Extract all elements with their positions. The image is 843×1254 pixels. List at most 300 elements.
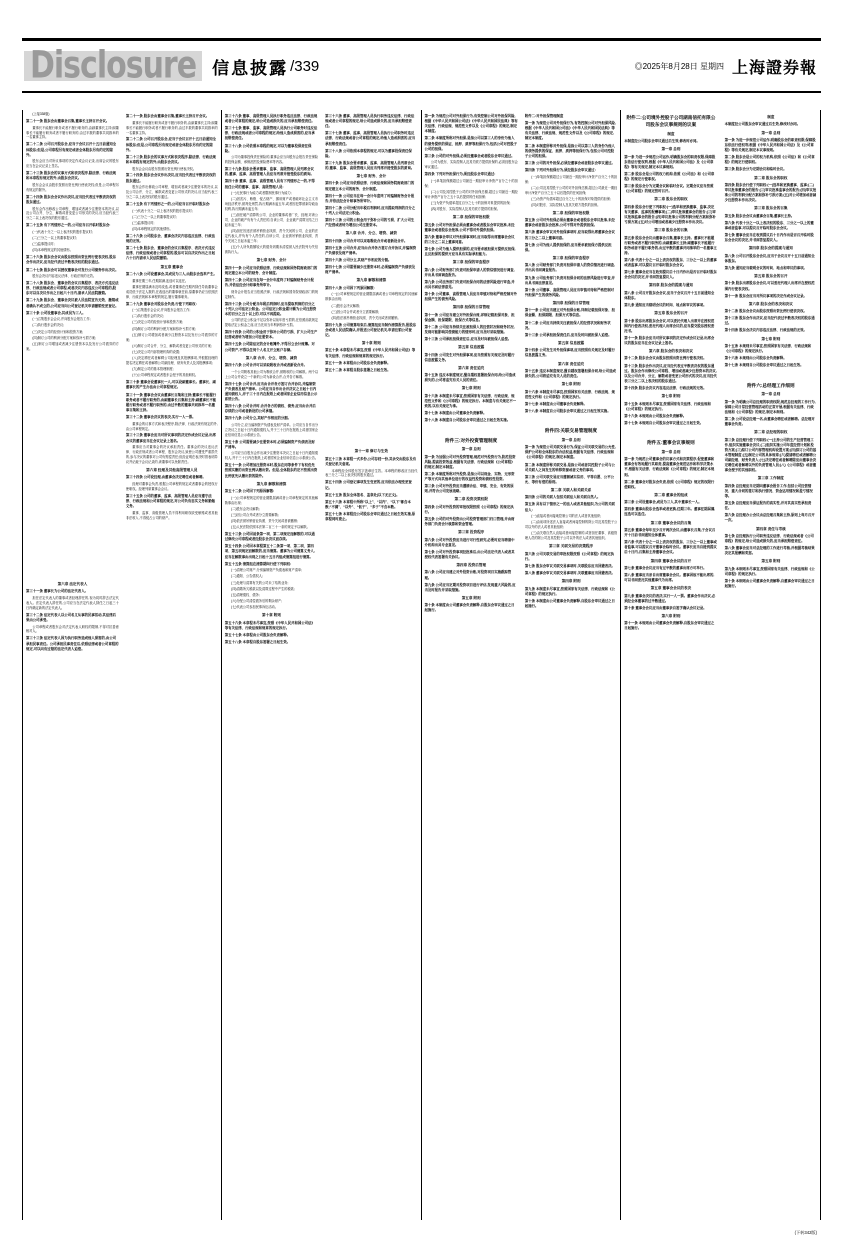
- column-text-block: [721, 110, 820, 1220]
- article-section-heading: 第十章 附则: [361, 341, 381, 346]
- article-paragraph: (三)为资产负债率超过百分之七十的担保对象提供的担保;: [531, 196, 611, 201]
- article-paragraph: 董事应当对董事会的决议承担责任。董事会的决议违反法律、行政法规或者公司章程、股东会决议,致使公司遭受严重损失的,参与决议的董事对公司负赔偿责任;但经证明在表决时曾表明异议并记载于会议记录的,该董事可以免除责任。: [125, 445, 218, 465]
- article-heading: 第六条 代表十分之一以上表决权的股东、三分之一以上的董事或者监事,可以提议召开临时股东会会议。: [724, 220, 814, 230]
- column-text-block: [422, 110, 521, 1220]
- article-section-heading: 第二章 担保的审批权限: [552, 210, 590, 215]
- article-heading: 第七条 公司对外投资事项经批准后,由公司法定代表人或者其授权代表签署有关协议。: [424, 549, 515, 559]
- spacer: [26, 363, 119, 387]
- article-section-heading: 第二章 投资决策权限: [454, 497, 488, 502]
- article-heading: 第三十八条 公司依照本章程的规定,可以为董事投保责任保险。: [325, 148, 412, 158]
- spacer: [26, 435, 119, 459]
- continued-note: (下转342版): [794, 1230, 817, 1235]
- article-section-heading: 第七章 财务、会计: [356, 174, 387, 179]
- article-paragraph: 公司应当自股东会作出减少注册资本决议之日起十日内通知债权人,并于三十日内在报纸上或者国家企业信用信息公示系统公告。: [224, 451, 319, 461]
- article-heading: 第十五条 违反本制度规定,擅自越权签署担保合同,给公司造成损失的,公司将追究有关人员的责任。: [524, 368, 616, 379]
- article-section-heading: 第三章 股东会的召集: [754, 206, 788, 211]
- article-heading: 第三条 股东会分为定期会议和临时会议。定期会议应当按照《公司章程》的规定按时召开。: [624, 184, 714, 194]
- article-paragraph: (五)制订公司增加或者减少注册资本以及发行公司债券的方案。: [26, 341, 119, 351]
- article-section-heading: 第六章 附则: [661, 613, 681, 618]
- article-heading: 第二十五条 有下列情形之一的,公司应当召开临时股东会:: [125, 202, 211, 207]
- article-section-heading: 第二章 关联人和关联关系: [550, 487, 592, 492]
- article-paragraph: (四)担任因违法被吊销营业执照、责令关闭的公司、企业的法定代表人,并负有个人责任的,自该公司、企业被吊销营业执照、责令关闭之日起未逾三年;: [224, 229, 319, 244]
- article-section-heading: 第五章 信息披露: [557, 340, 585, 345]
- article-title: 附件五:董事会议事规则: [647, 440, 695, 446]
- article-heading: 第五十七条 本章程经公司股东会审议通过之日起生效实施,原章程同时废止。: [325, 511, 416, 522]
- newspaper-column: [422, 110, 622, 1220]
- article-heading: 第三十三条 法定代表人因为执行职务造成他人损害的,由公司承担民事责任。公司承担民事责任后,依照法律或者公司章程的规定,可以向有过错的法定代表人追偿。: [26, 636, 119, 651]
- spacer: [325, 374, 417, 398]
- article-section-heading: 第四章 董事会会议的召开: [650, 558, 692, 563]
- article-paragraph: (一)清理公司财产,分别编制资产负债表和财产清单;: [231, 568, 302, 573]
- article-paragraph: (三)决定公司的经营计划和投资方案;: [132, 320, 184, 325]
- article-section-heading: 第四章 股东会的提案与通知: [648, 283, 693, 288]
- section-number: /339: [290, 57, 320, 75]
- article-paragraph: (一)公司章程规定的营业期限届满或者公司章程规定的其他解散事由出现;: [224, 495, 319, 505]
- article-heading: 第三条 公司关联交易应当遵循诚实信用、平等自愿、公平公允、等价有偿的原则。: [524, 474, 614, 484]
- article-heading: 第六条 董事会审议对外担保事项时,应当取得出席董事会会议的三分之二以上董事同意。: [524, 230, 615, 240]
- article-paragraph: (三)为资产负债率超过百分之七十的担保对象提供的担保;: [430, 201, 511, 206]
- spacer: [26, 483, 119, 507]
- article-heading: 第三十八条 公司依照本章程的规定,可以为董事投保责任保险。: [224, 143, 312, 153]
- article-section-heading: 第一章 总则: [761, 130, 781, 135]
- article-heading: 第十五条 本规则未尽事宜,按照国家有关法律、行政法规和《公司章程》的规定执行。: [624, 401, 711, 411]
- article-heading: 第二十八条 公司设董事会,其成员为三人,由股东会选举产生。: [125, 271, 217, 276]
- article-heading: 第四十二条 公司应当在每一会计年度终了时编制财务会计报告,并依法经会计师事务所审计。: [224, 277, 314, 288]
- article-heading: 第九条 本细则未尽事宜,按照国家有关法律、行政法规和《公司章程》的规定执行。: [724, 566, 815, 576]
- article-heading: 第三十二条 法定代表人以公司名义从事的民事活动,其法律后果由公司承受。: [26, 612, 117, 622]
- article-heading: 第六条 代表十分之一以上表决权的股东、三分之一以上的董事或者监事,可以提议召开临时股东会会议。: [624, 258, 717, 268]
- article-heading: 第六条 董事会审议对外担保事项时,应当取得出席董事会会议的三分之二以上董事同意。: [424, 234, 515, 244]
- article-heading: 第二条 本制度所称对外担保,是指公司以第三人的身份为他人的债务提供的保证、抵押、质押等担保行为,包括公司对控股子公司的担保。: [524, 143, 615, 158]
- article-section-heading: 第五章 信息披露: [458, 345, 485, 350]
- article-heading: 第四条 公司对外投资的审批权限按照《公司章程》的规定执行。: [424, 504, 514, 514]
- article-heading: 第八条 董事会应当对总经理的工作进行考核,并根据考核结果决定其报酬和奖惩。: [724, 546, 815, 556]
- article-title: 附件四:关联交易管理制度: [545, 428, 598, 434]
- article-heading: 第二十六条 公司股东会、董事会决议内容违反法律、行政法规的无效。: [125, 234, 215, 244]
- article-paragraph: (一)召集股东会会议,并向股东会报告工作;: [32, 317, 91, 322]
- article-heading: 第十六条 本规则由公司股东会负责解释。: [624, 413, 687, 418]
- article-paragraph: (三)因公司合并或者分立需要解散;: [331, 309, 380, 314]
- article-heading: 第一条 为加强公司对外投资管理,规范对外投资行为,防范投资风险,提高投资效益,根据有关法律、行政法规和《公司章程》的规定,制定本制度。: [424, 454, 516, 469]
- article-heading: 第一条 为规范公司对外担保行为,有效控制公司对外担保风险,根据《中华人民共和国公司法》《中华人民共和国民法典》等有关法律、行政法规、规范性文件以及《公司章程》的规定,制定本制度。: [424, 114, 518, 134]
- article-paragraph: (一)代表十分之一以上表决权的股东提议时;: [32, 229, 93, 234]
- article-heading: 第十二条 股东会会议由股东按照出资比例行使表决权。: [624, 356, 707, 361]
- article-paragraph: (四)依法被吊销营业执照、责令关闭或者被撤销。: [331, 315, 401, 320]
- article-heading: 第十二条 公司应当持续关注被担保人的经营状况和财务状况,发现可能影响其偿债能力的情形时,应当及时采取措施。: [424, 324, 515, 334]
- article-heading: 第十七条 本规则自公司股东会审议通过之日起生效。: [724, 363, 804, 368]
- article-heading: 第十六条 本规则由公司股东会负责解释。: [724, 356, 787, 361]
- article-heading: 第三十四条 公司设经理,由董事会决定聘任或者解聘。: [125, 475, 206, 480]
- article-heading: 第七条 董事会会议应当有过半数的董事出席方可举行。: [624, 565, 707, 570]
- article-heading: 第六条 公司关联交易的审批权限按照《公司章程》的规定执行。: [524, 551, 614, 561]
- article-heading: 第五条 公司对外担保必须由董事会或者股东会审议批准,未经董事会或者股东会批准,公司不得对外提供担保。: [424, 222, 515, 232]
- article-heading: 第四十八条 公司合并时,合并各方的债权、债务,应当由合并后存续的公司或者新设的公司承继。: [224, 404, 316, 414]
- article-section-heading: 第二章 总经理的职权: [754, 430, 788, 435]
- article-paragraph: 董事长不能履行职务或者不履行职务的,由副董事长主持;副董事长不能履行职务或者不履行职务的,由过半数的董事共同推举的一名董事主持。: [125, 120, 218, 135]
- column-text-block: [321, 110, 420, 1220]
- article-paragraph: 公司为董事投保责任保险的,董事会应当向股东会报告责任保险的投保金额、承保范围及保险费率等内容。: [224, 155, 319, 165]
- article-heading: 本制度经公司股东会审议通过后生效,修改时亦同。: [724, 122, 801, 127]
- article-heading: 第十八条 本制度自公司股东会审议通过之日起生效实施。: [524, 408, 611, 413]
- article-heading: 第五十四条 公司登记事项发生变更的,应当依法办理变更登记。: [325, 480, 412, 490]
- article-paragraph: (六)分配公司清偿债务后的剩余财产;: [231, 599, 282, 604]
- article-heading: 第四十九条 公司分立,其财产作相应的分割。: [224, 416, 292, 421]
- spacer: [26, 353, 119, 363]
- newspaper-column: [22, 110, 222, 1220]
- article-heading: 第五条 股东会会议由董事会召集,董事长主持。: [724, 213, 795, 218]
- article-paragraph: (二)三分之一以上的董事提议时;: [132, 214, 177, 219]
- article-paragraph: (七)决定公司内部管理机构的设置;: [132, 349, 180, 354]
- article-paragraph: (一)单笔担保额超过公司最近一期经审计净资产百分之十的担保;: [524, 174, 618, 184]
- article-heading: 第六条 公司对外投资应当进行可行性研究,必要时应当聘请中介机构出具专业意见。: [424, 537, 515, 547]
- article-heading: 第三十六条 董事、高级管理人员执行职务违反法律、行政法规或者公司章程的规定,给公司造成损失的,应当承担赔偿责任。: [325, 114, 415, 129]
- article-section-heading: 第八章 合并、分立、增资、减资: [345, 231, 397, 236]
- article-heading: 第五十一条 公司增加注册资本时,股东在同等条件下有权优先按照实缴的出资比例认缴出资。但是,全体股东约定不按照出资比例优先认缴出资的除外。: [224, 463, 318, 478]
- article-paragraph: 股东会应当对所议事项的决定作成会议记录,出席会议的股东应当在会议记录上签名。: [26, 159, 119, 169]
- article-paragraph: (二)股东会决议解散;: [231, 506, 260, 511]
- article-section-heading: 第六章 经理及其他高级管理人员: [146, 468, 198, 473]
- article-heading: 第十六条 本制度未尽事宜,按照国家有关法律、行政法规、规范性文件和《公司章程》的规定执行。本制度与有关规定不一致的,以有关规定为准。: [424, 393, 517, 409]
- article-heading: 第五条 公司的对外投资由公司投资管理部门归口管理,并由财务部门负责会计核算和资金管理。: [424, 516, 515, 527]
- article-heading: 第七条 董事会应当在收到提议后十日内作出是否召开临时股东会会议的决定,并书面答复提议人。: [624, 270, 717, 280]
- article-paragraph: 股东会作出修改公司章程、增加或者减少注册资本的决议,以及公司合并、分立、解散或者变更公司形式的决议,应当经代表三分之二以上表决权的股东通过。: [125, 185, 218, 200]
- article-section-heading: 第八章 合并、分立、增资、减资: [245, 355, 298, 360]
- article-heading: 第一条 为明确公司总经理的职责权限,规范总经理的工作行为,保障公司日常经营管理活动的正常开展,根据有关法律、行政法规和《公司章程》的规定,制定本细则。: [724, 399, 816, 414]
- spacer: [624, 427, 717, 437]
- article-heading: 第五十条 公司需要减少注册资本时,必须编制资产负债表及财产清单。: [224, 439, 315, 449]
- article-heading: 第四十六条 公司分立,其财产作相应的分割。: [325, 258, 392, 263]
- article-heading: 第二十三条 股东会的议事方式和表决程序,除法律、行政法规和本章程有规定的外,由股东会决议。: [26, 171, 117, 181]
- article-heading: 第二十二条 公司召开股东会,应当于会议召开十五日前通知全体股东;但是,公司章程另有规定或者全体股东另有约定的除外。: [125, 137, 216, 152]
- article-paragraph: (二)通知、公告债权人;: [231, 574, 263, 579]
- article-heading: 第十四条 公司发生对外担保事项,应当按照有关规定及时履行信息披露义务。: [424, 352, 515, 362]
- article-heading: 第三十一条 董事会会议由董事长召集和主持;董事长不能履行职务或者不履行职务的,由副董事长召集和主持;副董事长不能履行职务或者不履行职务的,由过半数的董事共同推举一名董事召集和主持。: [125, 392, 217, 412]
- article-heading: 第二条 本制度所称关联交易,是指公司或者其控股子公司与公司关联人之间发生的转移资源或者义务的事项。: [524, 462, 615, 472]
- article-paragraph: (上接338版): [32, 112, 50, 116]
- article-title: 附件三:对外投资管理制度: [445, 437, 498, 443]
- article-heading: 第十一条 股东会应当对所议事项的决定作成会议记录,出席会议的股东应当在会议记录上签名。: [624, 335, 715, 345]
- article-heading: 第三十七条 董事、监事、高级管理人员执行公司职务时违反法律、行政法规或者公司章程的规定,给他人造成损害的,应当承担赔偿责任。: [224, 126, 318, 141]
- article-section-heading: 第六章 股东会的表决和决议: [748, 301, 793, 306]
- article-section-heading: 第五章 附则: [761, 559, 781, 564]
- article-heading: 第十七条 本规则自公司股东会审议通过之日起生效。: [624, 420, 704, 425]
- article-heading: 第四条 董事由股东会选举或者更换,任期三年。董事任期届满,连选可以连任。: [624, 507, 716, 517]
- article-paragraph: (二)公司及其控股子公司的对外担保总额,超过公司最近一期经审计净资产百分之五十以后提供的任何担保;: [424, 189, 518, 199]
- article-heading: 第九条 董事会决议的表决,实行一人一票。董事会作出决议,必须经全体董事的过半数通过。: [624, 593, 716, 603]
- article-paragraph: (二)由前项所述法人直接或者间接控制的除公司及其控股子公司以外的法人或者其他组织;: [524, 520, 618, 530]
- article-heading: 第二十一条 股东会由董事会召集,董事长主持召开会议。: [125, 114, 210, 118]
- article-heading: 第十条 股东出席股东会会议,可以委托代理人出席并在授权范围内行使表决权。: [724, 281, 815, 291]
- article-heading: 第六条 代表十分之一以上表决权的股东、三分之一以上董事或者监事,可以提议召开董事会临时会议。董事长应当自接到提议后十日内,召集和主持董事会会议。: [624, 540, 717, 555]
- article-section-heading: 第三章 担保的审查程序: [452, 260, 490, 265]
- article-paragraph: (二)执行股东会的决议;: [32, 323, 65, 328]
- article-section-heading: 第五章 股东会的召开: [754, 274, 788, 279]
- article-heading: 第四条 公司的关联人包括关联法人和关联自然人。: [524, 495, 601, 500]
- column-text-block: [222, 110, 321, 1220]
- article-paragraph: (六)制订公司合并、分立、解散或者变更公司形式的方案;: [132, 343, 212, 348]
- article-heading: 第二十九条 董事会对股东会负责,行使下列职权:: [125, 301, 197, 306]
- article-heading: 第六条 总经理办公会议由总经理召集和主持,原则上每月召开一次。: [724, 513, 815, 523]
- article-heading: 第二条 公司设总经理一名,由董事会聘任或者解聘。总经理对董事会负责。: [724, 416, 815, 427]
- article-paragraph: (四)制订公司的利润分配方案和弥补亏损方案;: [32, 335, 96, 340]
- article-heading: 第十七条 本制度由公司董事会负责解释。: [424, 411, 487, 416]
- article-heading: 本制度经公司股东会审议通过后生效,修改时亦同。: [624, 139, 700, 144]
- article-paragraph: (三)监事提议时;: [32, 242, 55, 247]
- article-heading: 第四十七条 公司需要减少注册资本时,必须编制资产负债表及财产清单。: [325, 265, 416, 275]
- article-heading: 第二条 股东会是公司的权力机构,依照《公司法》和《公司章程》的规定行使职权。: [724, 155, 815, 165]
- disclosure-logo: [24, 43, 202, 88]
- article-section-heading: 第五章 附则: [461, 595, 481, 600]
- article-heading: 第三条 公司的对外担保,必须经董事会或者股东会审议通过。: [524, 160, 615, 165]
- article-paragraph: (五)清理债权、债务;: [231, 592, 260, 597]
- article-heading: 第三十九条 股东会要求董事、监事、高级管理人员列席会议的,董事、监事、高级管理人员应当列席并接受股东的质询。: [224, 167, 314, 177]
- article-section-heading: 第四章 投资后管理: [456, 563, 487, 568]
- article-paragraph: 一个公司吸收其他公司为吸收合并,被吸收的公司解散。两个以上公司合并设立一个新的公司为新设合并,合并各方解散。: [224, 369, 319, 379]
- article-paragraph: (四)对股东、实际控制人及其关联方提供的担保。: [531, 202, 601, 207]
- article-paragraph: (七)代表公司参加民事诉讼活动。: [231, 605, 278, 610]
- column-text-block: [122, 110, 221, 1220]
- article-paragraph: (三)担任破产清算的公司、企业的董事或者厂长、经理,对该公司、企业的破产负有个人责任的,自该公司、企业破产清算完结之日起未逾三年;: [224, 213, 319, 228]
- article-paragraph: (五)人民法院依照本法第二百三十一条的规定予以解散。: [231, 525, 310, 530]
- section-title-cn: 信息披露: [212, 58, 289, 79]
- article-heading: 第三十条 董事会设董事长一人,可以设副董事长。董事长、副董事长的产生办法由公司章程规定。: [125, 380, 216, 390]
- article-heading: 第三十一条 董事长为公司的法定代表人。: [26, 589, 88, 594]
- article-paragraph: 公司分立,应当编制资产负债表及财产清单。公司应当自作出分立决议之日起十日内通知债权人,并于三十日内在报纸上或者国家企业信用信息公示系统公告。: [224, 422, 319, 437]
- newspaper-column: [222, 110, 422, 1220]
- article-section-heading: 第三章 关联交易的决策程序: [549, 544, 594, 549]
- column-heading: 附件二:公司境外控股子公司湖南信托有限公司股东会议事规则的议案: [626, 115, 716, 128]
- article-heading: 第一条 为进一步规范公司运作,明确股东会的职责权限,保障股东依法行使权利,根据《中华人民共和国公司法》及《公司章程》等有关规定,制定本议事规则。: [724, 137, 816, 153]
- article-section-heading: 制度: [767, 115, 775, 119]
- article-paragraph: (一)代表十分之一以上表决权的股东提议时;: [132, 208, 193, 213]
- article-section-heading: 第三章 投资程序: [458, 530, 485, 535]
- article-paragraph: (四)制订公司的利润分配方案和弥补亏损方案;: [132, 326, 196, 331]
- article-heading: 第二十二条 公司召开股东会,应当于会议召开十五日前通知全体股东;但是,公司章程另有规定或者全体股东另有约定的除外。: [26, 142, 117, 157]
- article-heading: 第二条 股东会是公司的权力机构,依照《公司法》和《公司章程》的规定行使职权。: [624, 171, 715, 182]
- article-heading: 第五十六条 本章程中所称“以上”、“以内”、“以下”都含本数;“不满”、“以外”、“低于”、“多于”不含本数。: [325, 499, 411, 509]
- article-heading: 第十条 公司董事、高级管理人员应当审慎对待和严格控制对外担保产生的债务风险。: [424, 292, 517, 302]
- article-heading: 第九条 公司法务部门负责对担保合同的法律风险进行审查,并出具书面法律意见。: [524, 275, 615, 285]
- article-heading: 第十条 本制度由公司董事会负责解释,自股东会审议通过之日起施行。: [424, 603, 515, 613]
- article-paragraph: 本章程经全体股东签字盖章后生效。本章程的修改应当经代表三分之二以上表决权的股东通过。: [325, 468, 418, 478]
- article-heading: 第五十二条 本章程自股东签署之日起生效。: [325, 367, 391, 372]
- article-paragraph: 股东会决议内容违反法律、行政法规的无效。: [32, 274, 97, 279]
- article-section-heading: 第九章 解散和清算: [256, 481, 287, 486]
- article-heading: 第五十六条 本章程未尽事宜,按照《中华人民共和国公司法》等有关法律、行政法规和规章的规定执行。: [224, 620, 315, 630]
- article-heading: 第四条 总经理应当定期向董事会报告工作,包括公司经营情况、重大合同的签订和执行情况、资金运用情况和盈亏情况等。: [724, 483, 813, 498]
- publication-date: ◎2025年8月28日 星期四: [634, 61, 724, 71]
- article-paragraph: (一)召集股东会会议,并向股东会报告工作;: [132, 308, 191, 313]
- article-heading: 第二十四条 股东会会议作出决议,应当经代表过半数表决权的股东通过。: [26, 194, 117, 204]
- article-section-heading: 第一章 总则: [661, 147, 681, 152]
- article-paragraph: (一)直接或者间接地控制公司的法人或者其他组织;: [531, 514, 602, 519]
- article-section-heading: 第一章 总则: [561, 437, 581, 442]
- spacer: [26, 387, 119, 411]
- article-heading: 第八条 公司财务部门负责对担保申请人的资信情况进行调查,并出具书面调查报告。: [424, 267, 515, 277]
- article-paragraph: 董事任期三年,任期届满,连选可以连任。: [132, 278, 189, 283]
- article-section-heading: 第十一章 修订与生效: [354, 449, 388, 454]
- article-heading: 第十三条 公司承担担保责任后,应当及时向被担保人追偿。: [524, 332, 612, 337]
- article-heading: 第三十九条 股东会要求董事、监事、高级管理人员列席会议的,董事、监事、高级管理人员应当列席并接受股东的质询。: [325, 160, 415, 170]
- article-paragraph: (二)因贪污、贿赂、侵占财产、挪用财产或者破坏社会主义市场经济秩序,被判处刑罚,执行期满未逾五年,或者因犯罪被剥夺政治权利,执行期满未逾五年;: [224, 197, 319, 212]
- article-heading: 第三十六条 董事、高级管理人员执行职务违反法律、行政法规或者公司章程的规定,给公司造成损失的,应当承担赔偿责任。: [224, 114, 318, 124]
- article-paragraph: (五)制订公司增加或者减少注册资本以及发行公司债券的方案;: [125, 332, 218, 342]
- article-heading: 第十三条 股东会作出决议,应当经代表过半数表决权的股东通过。股东会作出修改公司章程、增加或者减少注册资本的决议,以及公司合并、分立、解散或者变更公司形式的决议,应当经代表三分之二以上表决权的股东通过。: [624, 363, 717, 383]
- article-heading: 第二十九条 股东会、董事会决议被人民法院宣告无效、撤销或者确认不成立的,公司应当向公司登记机关申请撤销变更登记。: [26, 298, 119, 308]
- article-heading: 第二十四条 股东会会议作出决议,应当经代表过半数表决权的股东通过。: [125, 173, 216, 183]
- article-heading: 第二十八条 股东会、董事会的会议召集程序、表决方式违反法律、行政法规或者公司章程,或者决议内容违反公司章程的,股东可以自决议作出之日起六十日内,请求人民法院撤销。: [26, 281, 119, 296]
- masthead-right: [635, 55, 821, 78]
- article-heading: 第二条 董事会对股东会负责,依照《公司章程》规定的权限行使职权。: [624, 479, 715, 489]
- article-section-heading: 第五章 董事会: [160, 264, 184, 269]
- article-heading: 第八条 董事会审议关联交易事项时,关联董事应当回避表决。: [524, 571, 615, 576]
- article-heading: 第十二条 股东会会议由股东按照出资比例行使表决权。: [724, 309, 807, 314]
- article-heading: 第七条 董事会应当在收到提议后十日内作出是否召开临时股东会会议的决定,并书面答复提议人。: [724, 233, 814, 243]
- article-section-heading: 第二章 董事会的组成: [654, 492, 688, 497]
- article-heading: 第五条 股东会会议由董事会召集,董事长主持。董事长不能履行职务或者不履行职务的,由副董事长主持;副董事长不能履行职务或者不履行职务的,由过半数的董事共同推举的一名董事主持。: [624, 235, 717, 255]
- article-heading: 第十一条 本规则由公司董事会负责解释,自股东会审议通过之日起施行。: [624, 621, 715, 631]
- article-heading: 第二十一条 股东会由董事会召集,董事长主持召开会议。: [26, 118, 110, 123]
- article-paragraph: 股东会会议由股东按照出资比例行使表决权;但是,公司章程另有规定的除外。: [26, 182, 119, 192]
- article-section-heading: 第一章 总则: [761, 392, 781, 397]
- article-heading: 第五十一条 本章程由公司股东会负责解释。: [325, 360, 391, 365]
- article-heading: 第三十七条 董事、监事、高级管理人员执行公司职务时违反法律、行政法规或者公司章程的规定,给他人造成损害的,应当承担赔偿责任。: [325, 131, 416, 146]
- spacer: [26, 411, 119, 435]
- article-section-heading: 第二章 担保的审批权限: [452, 215, 490, 220]
- article-paragraph: (三)因公司合并或者分立需要解散;: [231, 512, 279, 517]
- article-paragraph: (二)执行股东会的决议;: [132, 314, 164, 319]
- article-heading: 第三十条 公司设董事会,其成员为三人。: [26, 310, 86, 315]
- paper-name: 上海證券報: [731, 57, 817, 77]
- article-section-heading: 制度: [667, 131, 675, 136]
- article-section-heading: 第七章 附则: [661, 394, 681, 399]
- article-section-heading: 第四章 责任与考核: [755, 526, 786, 531]
- article-heading: 第十三条 股东会作出决议,应当经代表过半数表决权的股东通过。: [724, 316, 815, 326]
- article-heading: 第一条 为规范公司董事会的议事方式和决策程序,促使董事和董事会有效地履行其职责,提高董事会规范运作和科学决策水平,根据有关法律、行政法规和《公司章程》的规定,制定本规则。: [624, 457, 715, 477]
- article-heading: 第九条 通知应当载明会议的时间、地点和审议的事项。: [724, 265, 807, 270]
- article-section-heading: 第一章 总则: [461, 447, 481, 452]
- article-section-heading: 第六章 股东会的表决和决议: [648, 349, 693, 354]
- article-paragraph: (四)本章程规定的其他情形。: [32, 248, 73, 253]
- article-heading: 第五十二条 公司因下列原因解散:: [224, 489, 275, 494]
- article-heading: 第三十五条 公司的董事、监事、高级管理人员应当遵守法律、行政法规和公司章程的规定,对公司负有忠实义务和勤勉义务。: [125, 493, 215, 509]
- article-section-heading: 第三章 董事会会议的召集: [650, 520, 692, 525]
- article-heading: 第九条 本制度未尽事宜,按照国家有关法律、行政法规和《公司章程》的规定执行。: [524, 586, 615, 596]
- article-heading: 第五十三条 本章程一式多份,公司存档一份,其余交由股东及有关登记机关备案。: [325, 456, 417, 466]
- article-heading: 第二十六条 股东会会议由股东按照出资比例行使表决权,股东会作出决议,应当经代表过半数表决权的股东通过。: [26, 255, 117, 265]
- article-section-heading: 第五章 股东会的召开: [654, 311, 688, 316]
- spacer: [26, 459, 119, 483]
- article-heading: 第四十五条 公司除法定的会计账簿外,不得另立会计账簿。对公司资产,不得以任何个人名义开立账户存储。: [224, 342, 315, 352]
- article-heading: 第四十三条 公司的公积金用于弥补公司的亏损、扩大公司生产经营或者转为增加公司注册资本。: [325, 218, 415, 228]
- article-heading: 第五条 具有以下情形之一的法人或者其他组织,为公司的关联法人:: [524, 502, 615, 512]
- article-paragraph: (一)单笔担保额超过公司最近一期经审计净资产百分之十的担保;: [424, 178, 518, 188]
- article-heading: 第四十三条 公司分配当年税后利润时,应当提取利润的百分之十列入公司法定公积金。公司法定公积金累计额为公司注册资本的百分之五十以上的,可以不再提取。: [224, 301, 317, 316]
- article-paragraph: (四)清缴所欠税款以及清算过程中产生的税款;: [231, 586, 295, 591]
- masthead: [22, 38, 821, 93]
- article-heading: 第四条 股东会行使下列职权:(一)选举和更换董事、监事,决定有关董事、监事的报酬事项;(二)审议批准董事会的报告;(三)审议批准监事会的报告;(四)审议批准公司的利润分配方案和弥补亏损方案;(五)对公司增加或者减少注册资本作出决议。: [624, 204, 716, 225]
- article-heading: 第四条 下列对外担保行为,须经股东会审议通过:: [424, 172, 496, 177]
- article-heading: 第九条 通知应当载明会议的时间、地点和审议的事项。: [624, 303, 707, 308]
- article-heading: 第四十一条 公司应当在每一会计年度终了时编制财务会计报告,并依法经会计师事务所审计。: [325, 193, 415, 203]
- article-heading: 第一条 为进一步规范公司运作,明确股东会的职责权限,保障股东依法行使权利,根据《中华人民共和国公司法》及《公司章程》等有关规定,制定本议事规则。: [624, 154, 716, 169]
- article-heading: 第五十七条 本章程由公司股东会负责解释。: [224, 632, 291, 637]
- article-heading: 第二条 本制度所称对外投资,是指公司以现金、实物、无形资产等方式向其他单位进行的权益性投资和债权性投资。: [424, 471, 515, 482]
- article-paragraph: (二)股东会决议解散;: [331, 303, 361, 308]
- article-paragraph: (一)无民事行为能力或者限制民事行为能力;: [231, 191, 292, 196]
- columns-container: [22, 110, 821, 1220]
- article-heading: 第五十五条 清算组在清算期间行使下列职权:: [224, 561, 292, 566]
- article-heading: 第八条 公司应当建立对外投资台账,对投资项目实施跟踪管理。: [424, 570, 512, 580]
- article-paragraph: (五)个人所负数额较大的债务到期未清偿被人民法院列为失信被执行人。: [224, 245, 319, 255]
- article-heading: 第七条 股东会审议关联交易事项时,关联股东应当回避表决。: [524, 563, 615, 568]
- article-heading: 第十一条 公司应当建立对外担保台账,详细记载担保对象、担保金额、担保期限、担保方式等信息。: [524, 308, 615, 318]
- article-paragraph: (三)监事提议时;: [132, 220, 155, 225]
- article-heading: 第八条 公司召开股东会会议,应当于会议召开十五日前通知全体股东。: [724, 253, 815, 263]
- article-heading: 第九条 公司法务部门负责对担保合同的法律风险进行审查,并出具书面法律意见。: [424, 279, 515, 289]
- column-text-block: [621, 110, 720, 1220]
- spacer: [725, 370, 817, 380]
- article-paragraph: (八)决定聘任或者解聘公司经理及其报酬事项,并根据经理的提名决定聘任或者解聘公司副经理、财务负责人及其报酬事项;: [125, 356, 218, 366]
- article-heading: 第四十七条 公司合并,应当由合并各方签订合并协议,并编制资产负债表及财产清单。公司应当自作出合并决议之日起十日内通知债权人,并于三十日内在报纸上或者国家企业信用信息公示系统公告。: [224, 381, 318, 401]
- article-paragraph: (三)由关联自然人直接或者间接控制的,或者担任董事、高级管理人员的除公司及其控股子公司以外的法人或者其他组织。: [524, 531, 618, 541]
- article-heading: 第四条 股东会行使下列职权:(一)选举和更换董事、监事;(二)审议批准董事会的报告;(三)审议批准监事会的报告;(四)审议批准公司的利润分配方案和弥补亏损方案;(五)对公司增加或者减少注册资本作出决议。: [724, 182, 817, 203]
- article-heading: 第九条 公司应当定期对投资项目进行评估,发现重大风险的,应当及时报告并采取措施。: [424, 582, 516, 592]
- article-heading: 第十七条 本制度由公司董事会负责解释。: [524, 401, 587, 406]
- article-section-heading: 第三章 担保的审查程序: [552, 255, 590, 260]
- article-heading: 第四十条 公司应当依照法律、行政法规和国务院财政部门的规定建立本公司的财务、会计制度。: [325, 181, 415, 191]
- article-paragraph: (一)公司章程规定的营业期限届满或者公司章程规定的其他解散事由出现;: [325, 292, 418, 302]
- article-heading: 第五条 公司对外担保必须由董事会或者股东会审议批准,未经董事会或者股东会批准,公司不得对外提供担保。: [524, 218, 615, 228]
- article-heading: 第四十六条 公司合并可以采取吸收合并或者新设合并。: [224, 363, 308, 368]
- article-section-heading: 第五章 董事会会议的表决: [650, 586, 692, 591]
- article-heading: 第十四条 公司发生对外担保事项,应当按照有关规定及时履行信息披露义务。: [524, 348, 615, 358]
- spacer: [26, 507, 119, 531]
- article-heading: 附件二:对外担保管理制度: [524, 114, 564, 118]
- article-section-heading: 第七章 附则: [761, 336, 781, 341]
- article-heading: 第十八条 本制度自公司股东会审议通过之日起生效实施。: [424, 418, 511, 423]
- article-paragraph: (二)三分之一以上的董事提议时;: [32, 236, 77, 241]
- article-heading: 第八条 公司召开股东会会议,应当于会议召开十五日前通知全体股东。: [624, 290, 715, 300]
- article-paragraph: 股东会作出修改公司章程、增加或者减少注册资本的决议,以及公司合并、分立、解散或者变更公司形式的决议,应当经代表三分之二以上表决权的股东通过。: [26, 206, 119, 221]
- article-heading: 第十四条 股东会决议内容违反法律、行政法规的无效。: [624, 386, 707, 391]
- article-paragraph: (二)公司及其控股子公司的对外担保总额,超过公司最近一期经审计净资产百分之五十以后提供的任何担保;: [524, 185, 618, 195]
- article-heading: 第七条 公司为他人提供担保的,应当要求被担保方提供反担保。: [524, 242, 612, 252]
- article-heading: 第五十八条 本章程自股东签署之日起生效。: [224, 639, 291, 644]
- article-section-heading: 第二章 股东会的职权: [754, 175, 788, 180]
- spacer: [325, 398, 417, 422]
- article-section-heading: 第四章 担保的日常管理: [452, 305, 490, 310]
- article-section-heading: 第二章 股东会的职权: [654, 197, 688, 202]
- article-paragraph: (四)本章程规定的其他情形。: [132, 227, 173, 232]
- article-heading: 第五条 总经理应当保证报告的真实性,并对其真实性承担责任。: [724, 501, 812, 511]
- article-section-heading: 第七章 附则: [561, 382, 581, 387]
- article-title: 附件六:总经理工作细则: [747, 382, 795, 388]
- article-heading: 第十四条 股东会决议内容违反法律、行政法规的无效。: [724, 328, 807, 333]
- article-heading: 第十条 董事会会议应当由董事亲自签字确认会议记录。: [624, 605, 707, 610]
- article-section-heading: 第三章 股东会的召集: [654, 228, 688, 233]
- article-heading: 第十五条 本规则未尽事宜,按照国家有关法律、行政法规和《公司章程》的规定执行。: [724, 343, 812, 354]
- article-section-heading: 第七章 附则: [461, 386, 481, 391]
- article-paragraph: 公司的法定公积金不足以弥补以前年度亏损的,在依照前款规定提取法定公积金之前,应当先用当年利润弥补亏损。: [224, 318, 319, 328]
- article-paragraph: 董事会的议事方式和表决程序,除法律、行政法规有规定的外,由公司章程规定。: [125, 421, 218, 431]
- spacer: [525, 415, 617, 425]
- article-heading: 第四十二条 公司分配当年税后利润时,应当提取利润的百分之十列入公司法定公积金。: [325, 205, 416, 216]
- article-paragraph: 财务会计报告应当依照法律、行政法规和国务院财政部门的规定制作。: [224, 289, 319, 299]
- article-heading: 第五十条 本章程未尽事宜,按照《中华人民共和国公司法》等有关法律、行政法规和规章的规定执行。: [325, 348, 416, 358]
- article-paragraph: 董事长不能履行职务或者不履行职务的,由副董事长主持;副董事长不能履行职务或者不履行职务的,由过半数的董事共同推举的一名董事主持。: [26, 125, 119, 140]
- article-heading: 第七条 公司为他人提供担保的,应当要求被担保方提供反担保,且反担保的提供方应当具有实际承担能力。: [424, 247, 516, 257]
